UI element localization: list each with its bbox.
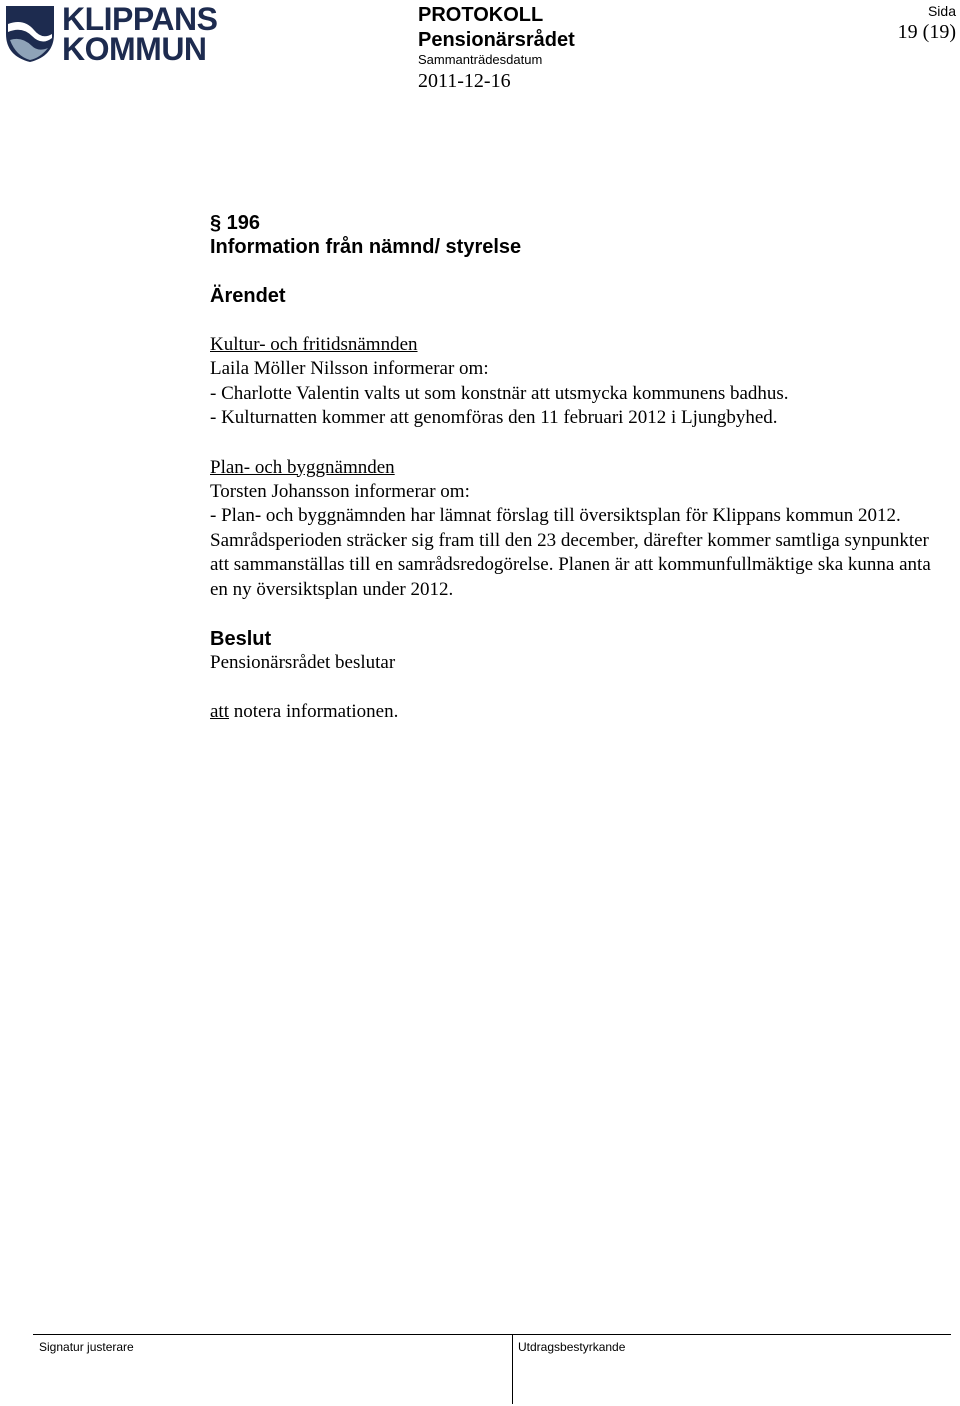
beslut-heading: Beslut bbox=[210, 628, 272, 651]
document-type: PROTOKOLL bbox=[418, 4, 544, 26]
logo-wordmark bbox=[62, 1, 218, 67]
plan-intro: Torsten Johansson informerar om: bbox=[210, 481, 470, 503]
certification-label: Utdragsbestyrkande bbox=[518, 1340, 626, 1354]
kultur-title: Kultur- och fritidsnämnden bbox=[210, 334, 418, 355]
arendet-heading: Ärendet bbox=[210, 285, 286, 307]
signature-label: Signatur justerare bbox=[39, 1340, 134, 1354]
body-name: Pensionärsrådet bbox=[418, 29, 575, 51]
kultur-intro: Laila Möller Nilsson informerar om: bbox=[210, 358, 489, 380]
meeting-date: 2011-12-16 bbox=[418, 70, 511, 92]
decision-text: notera informationen. bbox=[229, 701, 399, 723]
municipality-logo bbox=[4, 1, 218, 67]
plan-text: - Plan- och byggnämnden har lämnat förslag till översiktsplan för Klippans kommun 2012. Samrådsperioden sträcker sig fram till den 23 december, därefter kommer samtliga synpunkter att sammanställas till en samrådsredogörelse. Planen är att kommunfullmäktige ska kunna anta en ny översiktsplan under 2012. bbox=[210, 505, 931, 600]
logo-line-2: KOMMUN bbox=[62, 31, 207, 67]
paragraph-number: § 196 bbox=[210, 212, 261, 234]
protocol-content bbox=[210, 211, 940, 725]
page-label: Sida bbox=[927, 3, 956, 19]
date-label: Sammanträdesdatum bbox=[418, 52, 543, 67]
paragraph-title: Information från nämnd/ styrelse bbox=[210, 236, 522, 258]
footer-column-divider bbox=[512, 1334, 513, 1404]
page-number: 19 (19) bbox=[897, 21, 956, 43]
logo-line-1: KLIPPANS bbox=[62, 1, 218, 37]
kultur-item: - Charlotte Valentin valts ut som konstnär att utsmycka kommunens badhus. bbox=[210, 382, 789, 404]
beslut-decision bbox=[210, 700, 940, 724]
coat-of-arms-icon bbox=[4, 4, 56, 64]
kultur-item: - Kulturnatten kommer att genomföras den 11 februari 2012 i Ljungbyhed. bbox=[210, 407, 778, 429]
att-word: att bbox=[210, 701, 229, 723]
plan-title: Plan- och byggnämnden bbox=[210, 456, 395, 478]
beslut-intro: Pensionärsrådet beslutar bbox=[210, 652, 396, 674]
footer-divider bbox=[33, 1334, 951, 1335]
